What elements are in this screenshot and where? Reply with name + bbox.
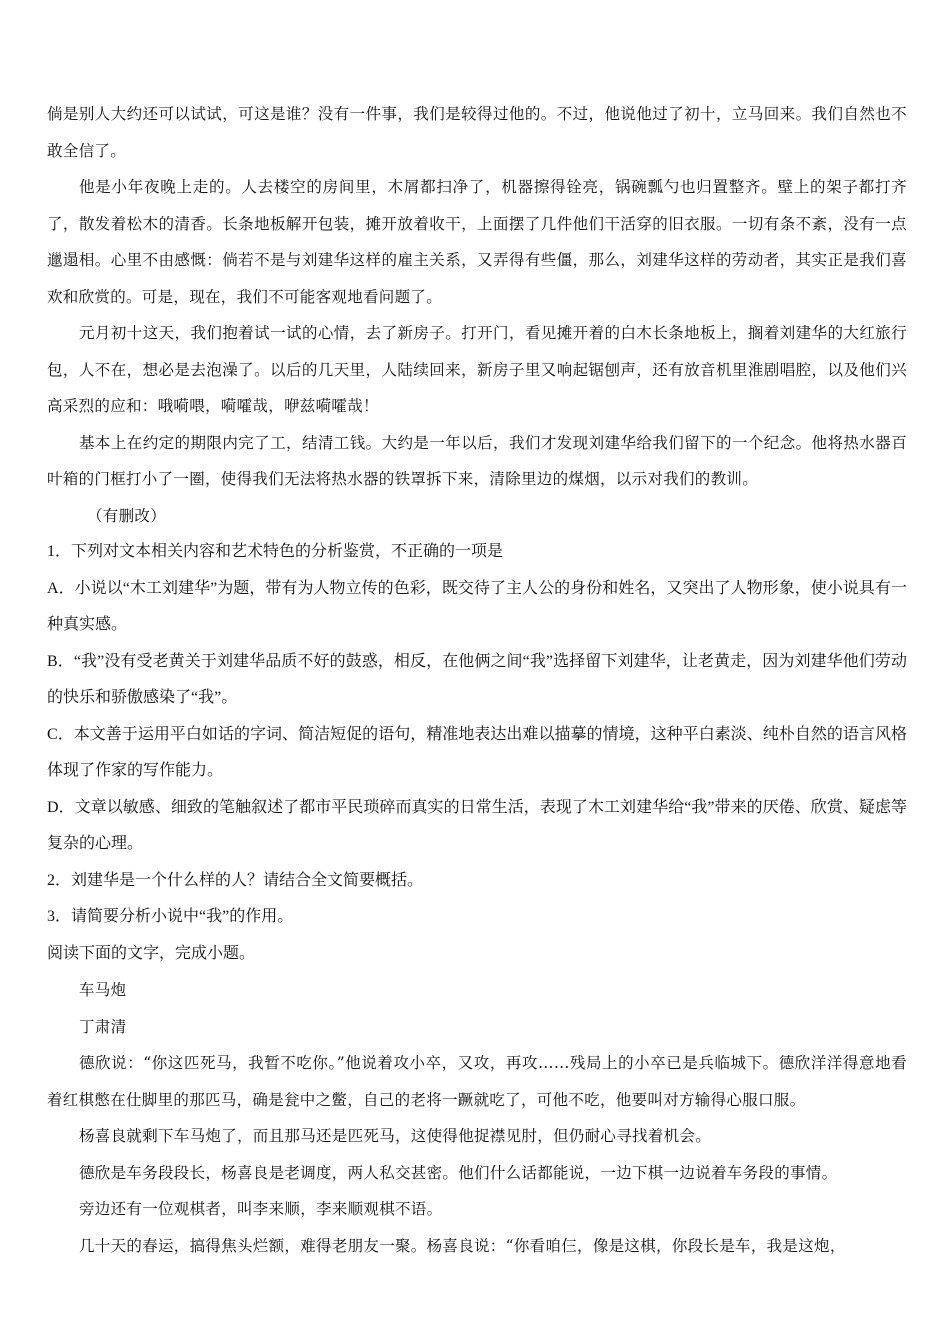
document-page bbox=[47, 96, 907, 1264]
question-2: 2．刘建华是一个什么样的人？请结合全文简要概括。 bbox=[47, 871, 424, 889]
story-title: 车马炮 bbox=[79, 981, 127, 999]
story-paragraph: 基本上在约定的期限内完了工，结清工钱。大约是一年以后，我们才发现刘建华给我们留下的一个纪念。他将热水器百叶箱的门框打小了一圈，使得我们无法将热水器的铁罩拆下来，清除里边的煤烟，以示对我们的教训。 bbox=[47, 433, 907, 488]
question-3: 3．请简要分析小说中“我”的作用。 bbox=[47, 908, 294, 925]
question-1-stem: 1．下列对文本相关内容和艺术特色的分析鉴赏，不正确的一项是 bbox=[47, 543, 504, 560]
story-paragraph: 旁边还有一位观棋者，叫李来顺，李来顺观棋不语。 bbox=[79, 1200, 443, 1218]
story-paragraph: 几十天的春运，搞得焦头烂额，难得老朋友一聚。杨喜良说：“你看咱仨，像是这棋，你段长是车，我是这炮， bbox=[79, 1236, 846, 1255]
story-paragraph: 元月初十这天，我们抱着试一试的心情，去了新房子。打开门，看见摊开着的白木长条地板上，搁着刘建华的大红旅行包，人不在，想必是去泡澡了。以后的几天里，人陆续回来，新房子里又响起锯刨声，还有放音机里淮剧唱腔，以及他们兴高采烈的应和：哦嗬喂，嗬嚯哉，咿兹嗬嚯哉！ bbox=[47, 324, 907, 415]
option-a: A．小说以“木工刘建华”为题，带有为人物立传的色彩，既交待了主人公的身份和姓名，又突出了人物形象，使小说具有一种真实感。 bbox=[47, 579, 907, 633]
story-paragraph: 他是小年夜晚上走的。人去楼空的房间里，木屑都扫净了，机器擦得铨亮，锅碗瓢勺也归置整齐。壁上的架子都打齐了，散发着松木的清香。长条地板解开包装，摊开放着收干，上面摆了几件他们干活穿的旧衣服。一切有条不紊，没有一点邋遢相。心里不由感慨：倘若不是与刘建华这样的雇主关系，又弄得有些僵，那么，刘建华这样的劳动者，其实正是我们喜欢和欣赏的。可是，现在，我们不可能客观地看问题了。 bbox=[47, 178, 907, 306]
source-note: （有删改） bbox=[87, 506, 167, 525]
option-c: C．本文善于运用平白如话的字词、简洁短促的语句，精准地表达出难以描摹的情境，这种平白素淡、纯朴自然的语言风格体现了作家的写作能力。 bbox=[47, 725, 907, 779]
story-author: 丁肃清 bbox=[79, 1017, 127, 1036]
reading-instruction: 阅读下面的文字，完成小题。 bbox=[47, 944, 256, 962]
story-paragraph: 德欣说：“你这匹死马，我暂不吃你。”他说着攻小卒，又攻，再攻……残局上的小卒已是兵临城下。德欣洋洋得意地看着红棋憋在仕脚里的那匹马，确是瓮中之鳖，自己的老将一蹶就吃了，可他不吃，他要叫对方输得心服口服。 bbox=[47, 1054, 907, 1109]
option-b: B．“我”没有受老黄关于刘建华品质不好的鼓惑，相反，在他俩之间“我”选择留下刘建华，让老黄走，因为刘建华他们劳动的快乐和骄傲感染了“我”。 bbox=[47, 652, 907, 706]
story-paragraph: 德欣是车务段段长，杨喜良是老调度，两人私交甚密。他们什么话都能说，一边下棋一边说着车务段的事情。 bbox=[79, 1163, 838, 1182]
option-d: D．文章以敏感、细致的笔触叙述了都市平民琐碎而真实的日常生活，表现了木工刘建华给“我”带来的厌倦、欣赏、疑虑等复杂的心理。 bbox=[47, 798, 907, 852]
story-paragraph: 杨喜良就剩下车马炮了，而且那马还是匹死马，这使得他捉襟见肘，但仍耐心寻找着机会。 bbox=[79, 1127, 712, 1145]
story-paragraph: 倘是别人大约还可以试试，可这是谁？没有一件事，我们是较得过他的。不过，他说他过了初十，立马回来。我们自然也不敢全信了。 bbox=[47, 105, 907, 160]
